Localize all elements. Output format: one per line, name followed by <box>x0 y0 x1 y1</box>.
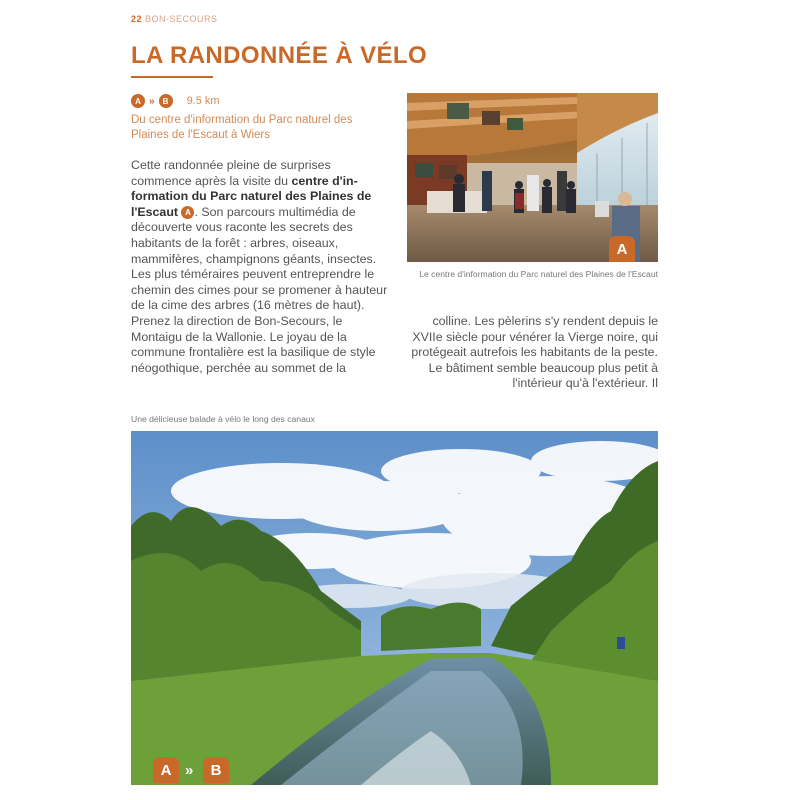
page-header <box>131 14 218 24</box>
photo2-start-marker: A <box>153 757 179 783</box>
body-bold-location: centre d'in-formation du Parc naturel des Plaines de l'Escaut <box>131 173 372 219</box>
canal-photo <box>131 431 658 785</box>
inline-marker-badge: A <box>181 206 194 219</box>
route-description: Du centre d'information du Parc naturel des Plaines de l'Escaut à Wiers <box>131 114 353 141</box>
title-underline <box>131 76 213 78</box>
photo2-marker-separator: » <box>185 762 194 779</box>
page-title: LA RANDONNÉE À VÉLO <box>131 42 428 69</box>
body-continued: . Son parcours multimédia de découverte vous raconte les secrets des habitants de la forêt : arbres, oiseaux, mammifères, champignons géants, insectes. Les plus téméraires peuvent entreprendre le chemin des cimes pour se promener à hauteur de la cime des arbres (16 mètres de haut). Prenez la direction de Bon-Secours, le Montaigu de la Wallonie. Le joyau de la commune frontalière est la basilique de style néogothique, perchée au sommet de la <box>131 204 388 375</box>
photo2-caption: Une délicieuse balade à vélo le long des canaux <box>131 414 315 424</box>
end-marker-badge: B <box>159 94 173 108</box>
info-centre-photo <box>407 93 658 262</box>
body-column-left <box>131 158 389 376</box>
section-name: BON-SECOURS <box>145 14 218 24</box>
route-distance: 9.5 km <box>186 95 220 107</box>
start-marker-badge: A <box>131 94 145 108</box>
route-line <box>131 94 220 108</box>
photo1-caption: Le centre d'information du Parc naturel des Plaines de l'Escaut <box>419 269 658 279</box>
route-separator: » <box>149 95 155 107</box>
photo2-end-marker: B <box>203 757 229 783</box>
body-intro: Cette randonnée pleine de surprises commence après la visite du <box>131 158 331 188</box>
canal-illustration <box>131 431 658 785</box>
body-column-right: colline. Les pèlerins s'y rendent depuis le XVIIe siècle pour vénérer la Vierge noire, qui protégeait autrefois les habitants de la peste. Le bâtiment semble beaucoup plus petit à l'intérieur qu'à l'extérieur. Il <box>411 314 658 391</box>
photo1-marker: A <box>609 236 635 262</box>
page-number: 22 <box>131 14 143 24</box>
